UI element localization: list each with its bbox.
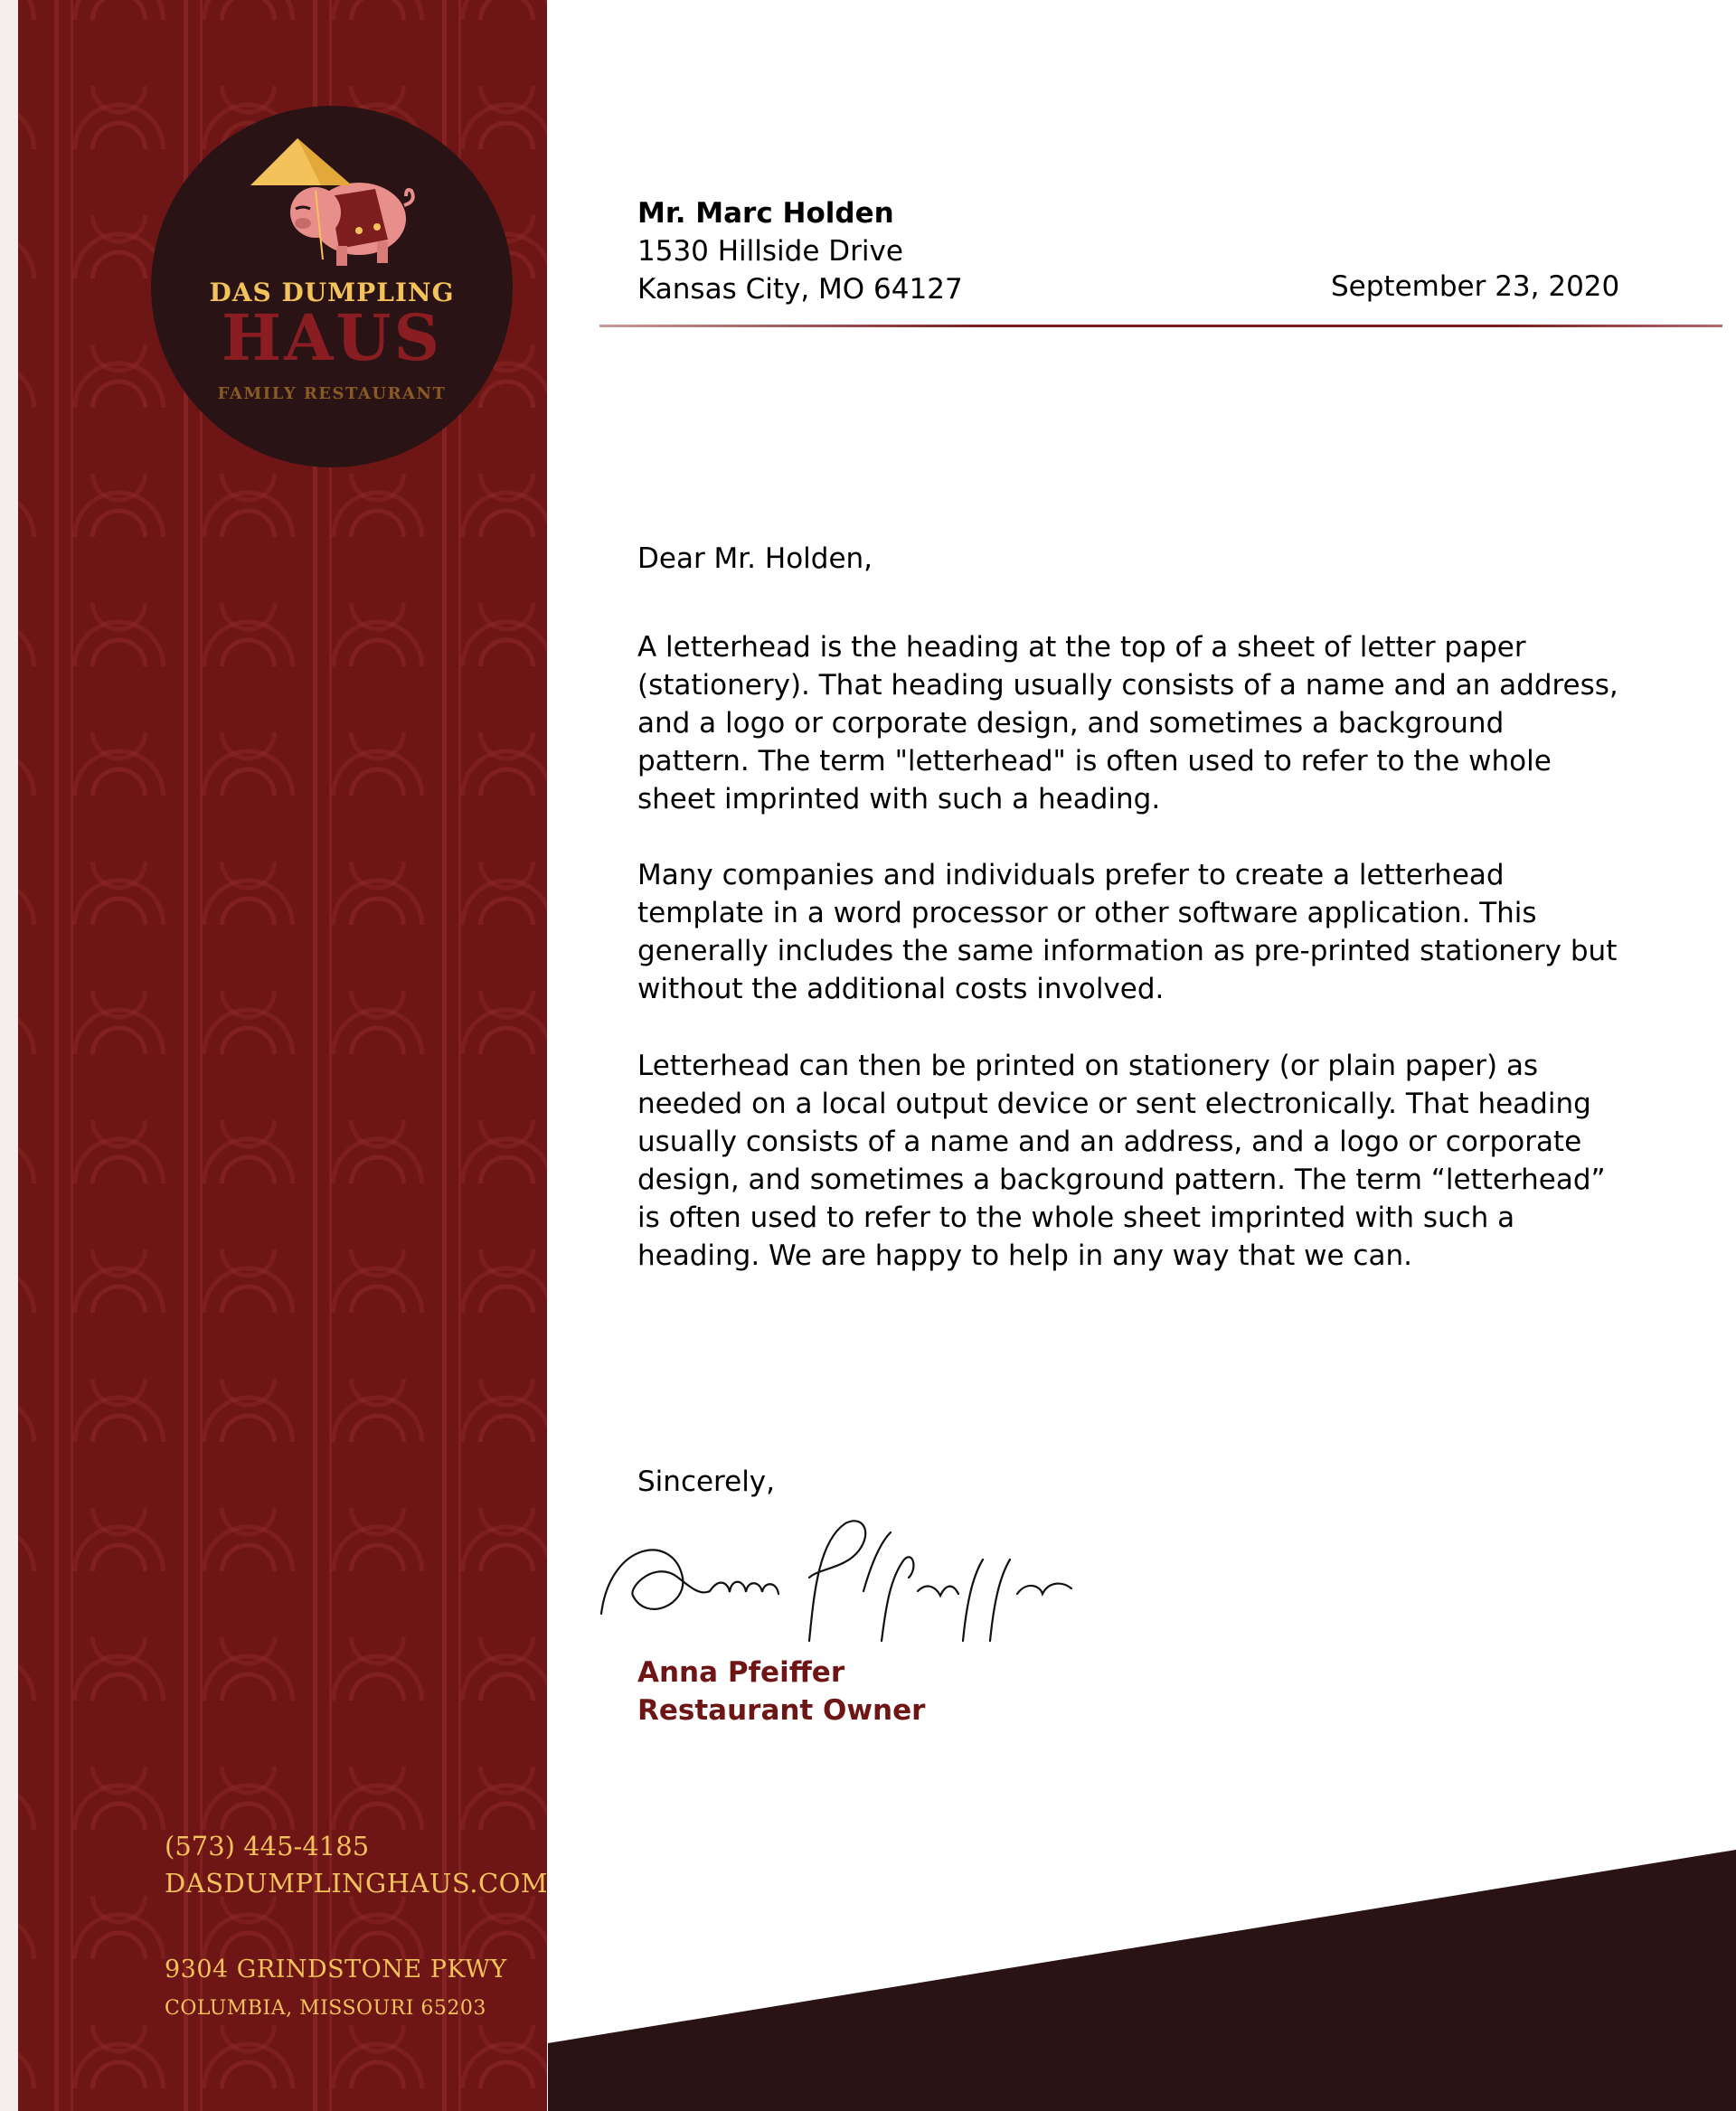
- contact-city: COLUMBIA, MISSOURI 65203: [165, 1997, 486, 2020]
- recipient-city: Kansas City, MO 64127: [637, 273, 963, 306]
- logo-name-top: DAS DUMPLING: [209, 278, 455, 307]
- signer-name: Anna Pfeiffer: [637, 1656, 845, 1689]
- pig-mascot-icon: [232, 133, 431, 269]
- recipient-block: [637, 194, 963, 308]
- recipient-street: 1530 Hillside Drive: [637, 235, 903, 268]
- contact-phone[interactable]: (573) 445-4185: [165, 1831, 370, 1861]
- logo-name-main: HAUS: [221, 300, 443, 375]
- signer-title: Restaurant Owner: [637, 1694, 926, 1727]
- header-divider: [599, 325, 1722, 327]
- logo-tagline: FAMILY RESTAURANT: [217, 384, 447, 403]
- body-paragraph-1: A letterhead is the heading at the top of a sheet of letter paper (stationery). That heading usually consists of a name and an address, and a logo or corporate design, and sometimes a background pattern. The term "letterhead" is often used to refer to the whole sheet imprinted with such a heading.: [637, 631, 1618, 815]
- body-paragraph-2: Many companies and individuals prefer to create a letterhead template in a word processor or other software application. This generally includes the same information as pre-printed stationery but without the additional costs involved.: [637, 859, 1618, 1005]
- letter-date: September 23, 2020: [1331, 270, 1620, 303]
- contact-street: 9304 GRINDSTONE PKWY: [165, 1956, 507, 1984]
- closing: Sincerely,: [637, 1465, 776, 1498]
- contact-website[interactable]: DASDUMPLINGHAUS.COM: [165, 1868, 549, 1899]
- recipient-name: Mr. Marc Holden: [637, 197, 894, 230]
- handwritten-signature: [592, 1505, 1207, 1650]
- salutation: Dear Mr. Holden,: [637, 542, 873, 575]
- page-edge: [0, 0, 18, 2111]
- restaurant-logo: [151, 106, 513, 467]
- body-paragraph-3: Letterhead can then be printed on stationery (or plain paper) as needed on a local output device or sent electronically. That heading usually consists of a name and an address, and a logo or corporate design, and sometimes a background pattern. The term “letterhead” is often used to refer to the whole sheet imprinted with such a heading. We are happy to help in any way that we can.: [637, 1050, 1606, 1272]
